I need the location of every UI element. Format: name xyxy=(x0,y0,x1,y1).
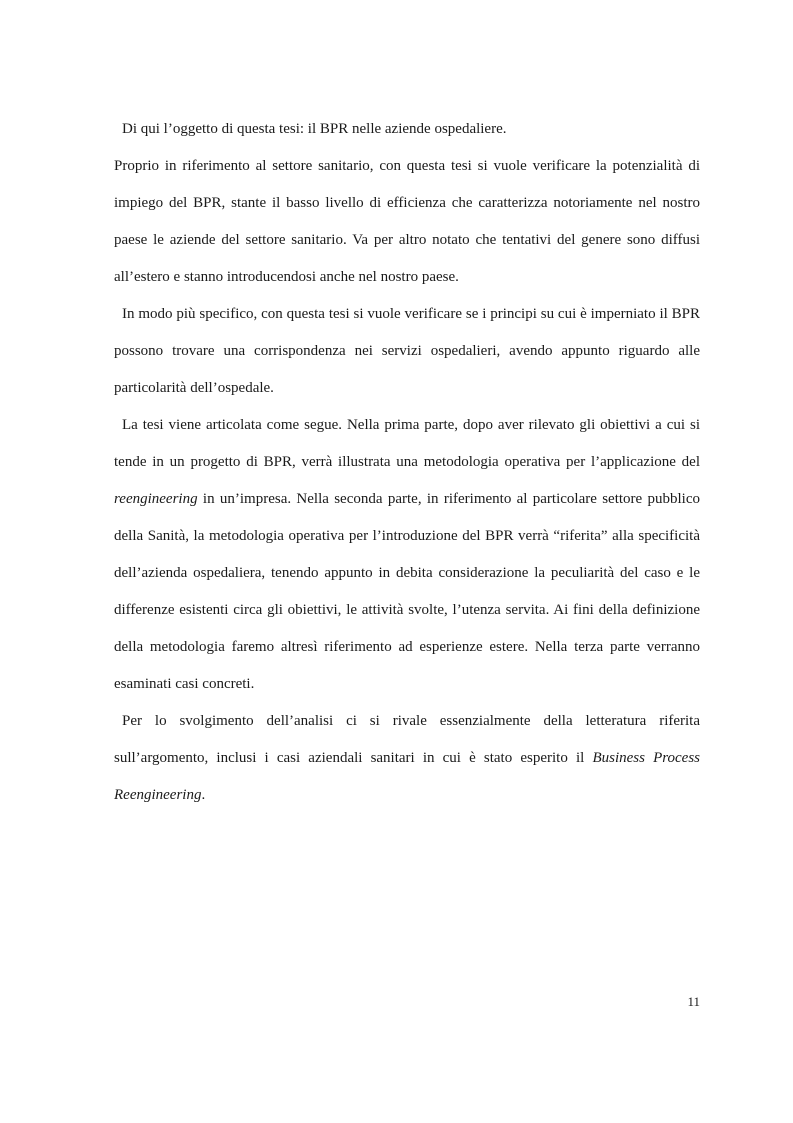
text-run: in un’impresa. Nella seconda parte, in riferimento al particolare settore pubblico della Sanità, la metodologia operativa per l’introduzione del BPR verrà “riferita” alla specificità dell’azienda ospedaliera, tenendo appunto in debita considerazione la peculiarità del caso e le differenze esistenti circa gli obiettivi, le attività svolte, l’utenza servita. Ai fini della definizione della metodologia faremo altresì riferimento ad esperienze estere. Nella terza parte verranno esaminati casi concreti. xyxy=(114,491,700,692)
italic-text-run: reengineering xyxy=(114,491,198,507)
paragraph xyxy=(114,148,700,296)
page-number: 11 xyxy=(687,994,700,1009)
paragraph xyxy=(114,407,700,703)
text-run: . xyxy=(201,787,206,803)
paragraph xyxy=(114,703,700,814)
paragraph xyxy=(114,111,700,148)
text-run: Di qui l’oggetto di questa tesi: il BPR nelle aziende ospedaliere. xyxy=(122,121,507,137)
text-run: Per lo svolgimento dell’analisi ci si rivale essenzialmente della letteratura riferita sull’argomento, inclusi i casi aziendali sanitari in cui è stato esperito il xyxy=(114,713,700,766)
text-run: Proprio in riferimento al settore sanitario, con questa tesi si vuole verificare la potenzialità di impiego del BPR, stante il basso livello di efficienza che caratterizza notoriamente nel nostro paese le aziende del settore sanitario. Va per altro notato che tentativi del genere sono diffusi all’estero e stanno introducendosi anche nel nostro paese. xyxy=(114,158,700,285)
paragraph xyxy=(114,296,700,407)
body-text xyxy=(114,111,700,814)
text-run: In modo più specifico, con questa tesi si vuole verificare se i principi su cui è imperniato il BPR possono trovare una corrispondenza nei servizi ospedalieri, avendo appunto riguardo alle particolarità dell’ospedale. xyxy=(114,306,700,396)
italic-text-run: Business Process Reengineering xyxy=(114,750,701,803)
text-run: La tesi viene articolata come segue. Nella prima parte, dopo aver rilevato gli obiettivi a cui si tende in un progetto di BPR, verrà illustrata una metodologia operativa per l’applicazione del xyxy=(114,417,700,470)
